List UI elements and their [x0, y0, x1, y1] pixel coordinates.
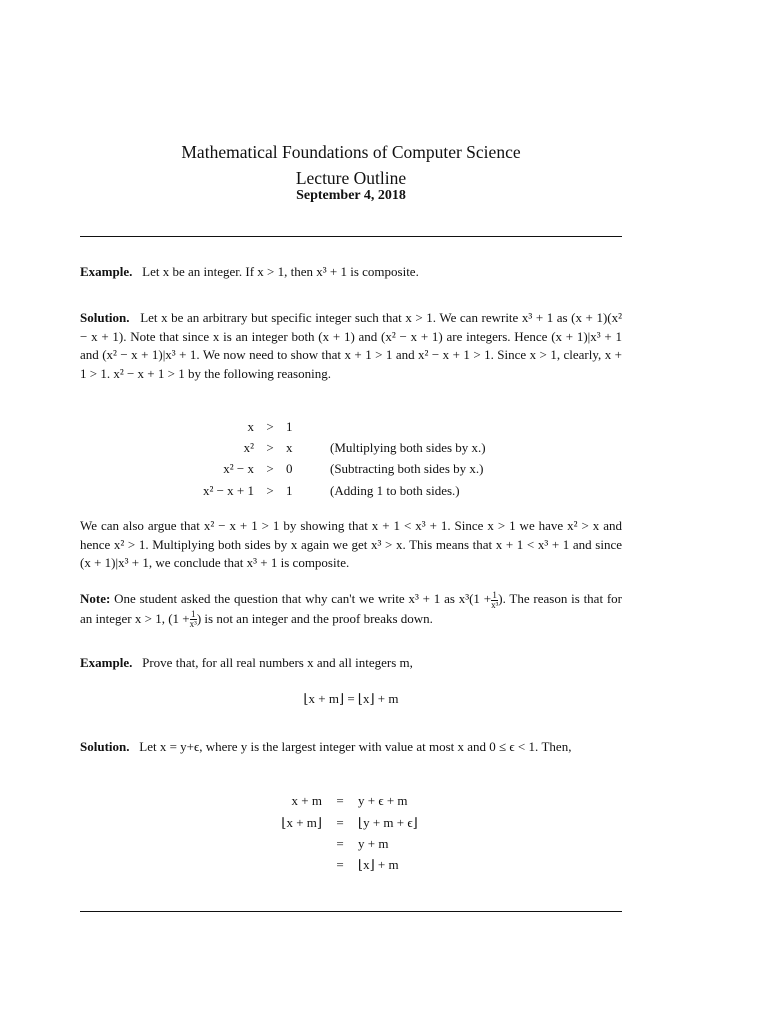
derivation-rhs: ⌊x⌋ + m — [358, 857, 399, 872]
derivation-lhs: x + m — [291, 793, 322, 808]
argument-paragraph: We can also argue that x² − x + 1 > 1 by showing that x + 1 < x³ + 1. Since x > 1 we have x² > x and hence x² > 1. Multiplying both sides by x again we get x³ > x. This means that x + 1 < x³ + 1 and since (x + 1)|x³ + 1, we conclude that x³ + 1 is composite. — [80, 518, 622, 570]
derivation-relation: = — [336, 857, 344, 872]
document-subtitle: Lecture Outline — [295, 168, 407, 188]
note-fraction-2 — [190, 610, 197, 629]
top-divider — [80, 236, 622, 237]
derivation-lhs: ⌊x + m⌋ — [281, 815, 322, 830]
fraction-numerator: 1 — [190, 609, 196, 620]
fraction-denominator: x³ — [491, 599, 499, 610]
document-title: Mathematical Foundations of Computer Science — [181, 142, 521, 162]
reasoning-rhs: 1 — [286, 419, 293, 434]
derivation-rhs: ⌊y + m + ϵ⌋ — [358, 815, 418, 830]
derivation-rhs: y + ϵ + m — [358, 793, 408, 808]
solution-1-text: Let x be an arbitrary but specific integer such that x > 1. We can rewrite x³ + 1 as (x + 1)(x² − x + 1). Note that since x is an integer both (x + 1) and (x² − x + 1) are integers. Hence (x + 1)|x³ + 1 and (x² − x + 1)|x³ + 1. We now need to show that x + 1 > 1 and x² − x + 1 > 1. Since x > 1, clearly, x + 1 > 1. x² − x + 1 > 1 by the following reasoning. — [80, 310, 622, 381]
reasoning-row — [180, 483, 460, 499]
example-2-label: Example. — [80, 655, 133, 670]
reasoning-rhs: 0 — [286, 461, 293, 476]
reasoning-lhs: x² − x — [223, 461, 254, 476]
fraction-denominator: x³ — [189, 619, 197, 630]
solution-2-label: Solution. — [80, 739, 130, 754]
derivation-row — [250, 857, 399, 873]
note-text-b: ). The reason is that for an integer x > 1, (1 + — [80, 591, 623, 626]
derivation-row — [250, 836, 388, 852]
derivation-relation: = — [336, 815, 344, 830]
solution-1 — [80, 309, 622, 383]
example-2 — [80, 654, 622, 673]
reasoning-relation: > — [266, 461, 274, 476]
solution-2-text: Let x = y+ϵ, where y is the largest integer with value at most x and 0 ≤ ϵ < 1. Then, — [139, 739, 572, 754]
document-date: September 4, 2018 — [296, 188, 406, 203]
bottom-divider — [80, 911, 622, 912]
reasoning-relation: > — [266, 440, 274, 455]
reasoning-row — [180, 419, 330, 435]
note-label: Note: — [80, 591, 111, 606]
example-1-label: Example. — [80, 264, 133, 279]
solution-2 — [80, 738, 622, 757]
example-1-text: Let x be an integer. If x > 1, then x³ + 1 is composite. — [142, 264, 419, 279]
derivation-row — [250, 815, 418, 831]
reasoning-relation: > — [266, 419, 274, 434]
derivation-rhs: y + m — [358, 836, 389, 851]
reasoning-lhs: x² − x + 1 — [202, 483, 254, 498]
derivation-relation: = — [336, 793, 344, 808]
reasoning-note: (Adding 1 to both sides.) — [330, 483, 460, 498]
example-1 — [80, 263, 622, 282]
reasoning-relation: > — [266, 483, 274, 498]
derivation-relation: = — [336, 836, 344, 851]
reasoning-rhs: x — [286, 440, 293, 455]
reasoning-note: (Subtracting both sides by x.) — [330, 461, 484, 476]
reasoning-note: (Multiplying both sides by x.) — [330, 440, 486, 455]
fraction-numerator: 1 — [492, 589, 497, 600]
reasoning-rhs: 1 — [286, 483, 293, 498]
reasoning-lhs: x — [247, 419, 254, 434]
reasoning-lhs: x² — [243, 440, 254, 455]
note-text-c: ) is not an integer and the proof breaks down. — [196, 610, 433, 626]
reasoning-row — [180, 461, 483, 477]
note-text-a: One student asked the question that why can't we write x³ + 1 as x³(1 + — [114, 591, 492, 606]
note-paragraph — [80, 590, 622, 629]
example-2-text: Prove that, for all real numbers x and all integers m, — [142, 655, 413, 670]
reasoning-row — [180, 440, 486, 456]
derivation-row — [250, 793, 408, 809]
floor-equation: ⌊x + m⌋ = ⌊x⌋ + m — [303, 691, 399, 706]
solution-1-label: Solution. — [80, 310, 130, 325]
